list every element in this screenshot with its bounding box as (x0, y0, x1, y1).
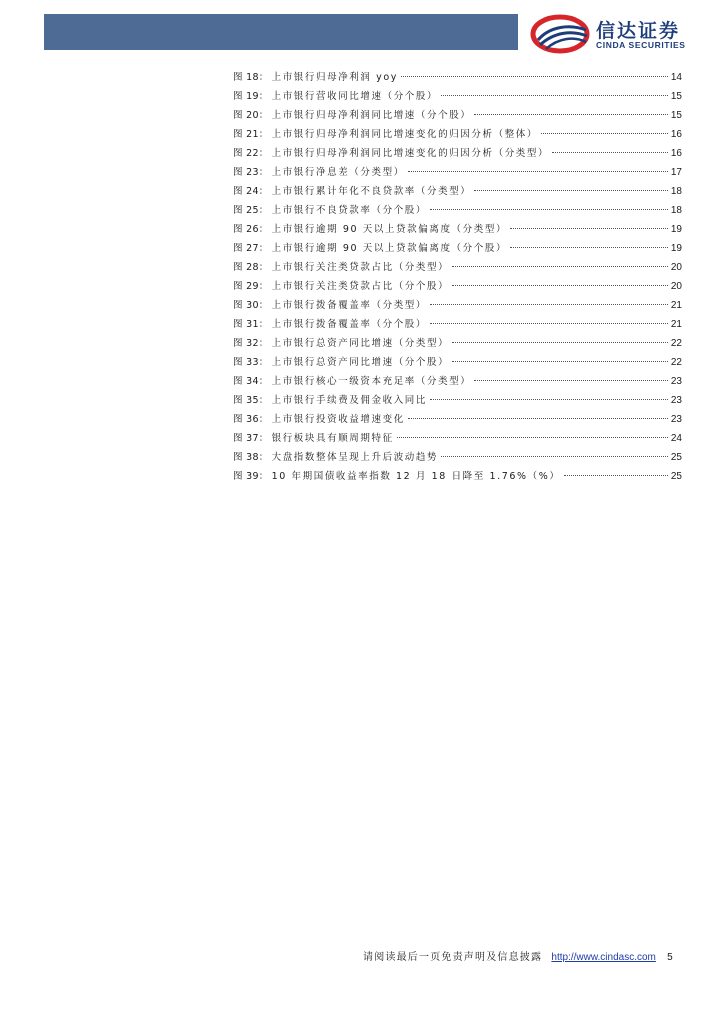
toc-entry[interactable] (233, 125, 682, 144)
toc-figure-title: 上市银行手续费及佣金收入同比 (271, 395, 428, 406)
toc-page-number: 18 (670, 205, 682, 216)
toc-figure-number: 图 38： (233, 452, 269, 463)
toc-entry[interactable] (233, 334, 682, 353)
toc-page-number: 24 (670, 433, 682, 444)
toc-dot-leader (452, 265, 668, 267)
toc-entry[interactable] (233, 106, 682, 125)
toc-dot-leader (401, 75, 668, 77)
toc-figure-title: 大盘指数整体呈现上升后波动趋势 (271, 452, 439, 463)
toc-figure-number: 图 25： (233, 205, 269, 216)
toc-dot-leader (430, 303, 668, 305)
toc-entry[interactable] (233, 182, 682, 201)
toc-page-number: 23 (670, 395, 682, 406)
toc-entry[interactable] (233, 220, 682, 239)
toc-figure-number: 图 26： (233, 224, 269, 235)
toc-dot-leader (408, 170, 668, 172)
footer-website-link[interactable]: http://www.cindasc.com (551, 952, 656, 963)
toc-figure-number: 图 22： (233, 148, 269, 159)
toc-figure-number: 图 35： (233, 395, 269, 406)
toc-figure-title: 上市银行归母净利润同比增速变化的归因分析（分类型） (271, 148, 550, 159)
toc-dot-leader (474, 113, 667, 115)
toc-dot-leader (510, 246, 668, 248)
toc-entry[interactable] (233, 258, 682, 277)
toc-entry[interactable] (233, 144, 682, 163)
toc-figure-title: 上市银行营收同比增速（分个股） (271, 91, 439, 102)
toc-page-number: 25 (670, 452, 682, 463)
toc-entry[interactable] (233, 353, 682, 372)
toc-figure-number: 图 18： (233, 72, 269, 83)
toc-figure-title: 上市银行归母净利润同比增速变化的归因分析（整体） (271, 129, 539, 140)
toc-figure-title: 上市银行总资产同比增速（分类型） (271, 338, 450, 349)
toc-dot-leader (430, 208, 668, 210)
toc-figure-title: 上市银行累计年化不良贷款率（分类型） (271, 186, 472, 197)
toc-dot-leader (474, 189, 667, 191)
toc-figure-number: 图 31： (233, 319, 269, 330)
toc-page-number: 21 (670, 300, 682, 311)
toc-dot-leader (474, 379, 667, 381)
footer (363, 948, 683, 963)
toc-page-number: 23 (670, 414, 682, 425)
toc-figure-title: 上市银行总资产同比增速（分个股） (271, 357, 450, 368)
toc-entry[interactable] (233, 68, 682, 87)
toc-figure-title: 上市银行投资收益增速变化 (271, 414, 405, 425)
toc-page-number: 25 (670, 471, 682, 482)
toc-entry[interactable] (233, 239, 682, 258)
header-bar (44, 14, 518, 50)
toc-figure-title: 上市银行不良贷款率（分个股） (271, 205, 428, 216)
toc-dot-leader (452, 341, 668, 343)
cinda-logo-icon (530, 14, 590, 54)
toc-figure-number: 图 30： (233, 300, 269, 311)
toc-entry[interactable] (233, 467, 682, 486)
cinda-logo (530, 14, 710, 54)
toc-entry[interactable] (233, 448, 682, 467)
toc-figure-number: 图 21： (233, 129, 269, 140)
toc-figure-title: 上市银行净息差（分类型） (271, 167, 405, 178)
toc-figure-number: 图 34： (233, 376, 269, 387)
toc-dot-leader (430, 398, 668, 400)
toc-dot-leader (441, 455, 668, 457)
toc-figure-title: 上市银行关注类贷款占比（分类型） (271, 262, 450, 273)
toc-figure-title: 上市银行关注类贷款占比（分个股） (271, 281, 450, 292)
toc-page-number: 15 (670, 110, 682, 121)
toc-entry[interactable] (233, 201, 682, 220)
toc-figure-number: 图 28： (233, 262, 269, 273)
toc-figure-number: 图 27： (233, 243, 269, 254)
toc-figure-number: 图 32： (233, 338, 269, 349)
toc-entry[interactable] (233, 87, 682, 106)
figure-list (233, 68, 682, 486)
toc-figure-title: 上市银行逾期 90 天以上贷款偏离度（分类型） (271, 224, 508, 235)
toc-dot-leader (541, 132, 668, 134)
footer-disclaimer: 请阅读最后一页免责声明及信息披露 (363, 952, 543, 963)
toc-entry[interactable] (233, 315, 682, 334)
toc-figure-number: 图 36： (233, 414, 269, 425)
toc-entry[interactable] (233, 296, 682, 315)
toc-page-number: 22 (670, 338, 682, 349)
toc-dot-leader (552, 151, 668, 153)
toc-entry[interactable] (233, 391, 682, 410)
logo-english-name: CINDA SECURITIES (596, 40, 686, 50)
toc-page-number: 19 (670, 243, 682, 254)
toc-page-number: 17 (670, 167, 682, 178)
toc-dot-leader (452, 360, 668, 362)
toc-dot-leader (564, 474, 668, 476)
toc-figure-title: 银行板块具有顺周期特征 (271, 433, 394, 444)
toc-figure-number: 图 20： (233, 110, 269, 121)
toc-page-number: 15 (670, 91, 682, 102)
toc-entry[interactable] (233, 410, 682, 429)
toc-figure-title: 上市银行逾期 90 天以上贷款偏离度（分个股） (271, 243, 508, 254)
toc-figure-title: 上市银行拨备覆盖率（分类型） (271, 300, 428, 311)
toc-figure-number: 图 23： (233, 167, 269, 178)
toc-page-number: 19 (670, 224, 682, 235)
toc-figure-number: 图 33： (233, 357, 269, 368)
toc-page-number: 20 (670, 281, 682, 292)
toc-page-number: 21 (670, 319, 682, 330)
toc-figure-title: 上市银行归母净利润 yoy (271, 72, 398, 83)
toc-figure-title: 上市银行核心一级资本充足率（分类型） (271, 376, 472, 387)
toc-dot-leader (430, 322, 668, 324)
toc-figure-number: 图 37： (233, 433, 269, 444)
toc-page-number: 20 (670, 262, 682, 273)
toc-dot-leader (452, 284, 668, 286)
toc-figure-number: 图 19： (233, 91, 269, 102)
page-number: 5 (667, 952, 673, 963)
toc-figure-number: 图 24： (233, 186, 269, 197)
toc-entry[interactable] (233, 277, 682, 296)
toc-figure-number: 图 29： (233, 281, 269, 292)
toc-dot-leader (441, 94, 668, 96)
toc-entry[interactable] (233, 163, 682, 182)
toc-page-number: 16 (670, 129, 682, 140)
toc-figure-title: 上市银行归母净利润同比增速（分个股） (271, 110, 472, 121)
toc-dot-leader (510, 227, 668, 229)
toc-dot-leader (397, 436, 668, 438)
logo-chinese-name: 信达证券 (596, 20, 681, 42)
toc-page-number: 23 (670, 376, 682, 387)
toc-page-number: 14 (670, 72, 682, 83)
toc-figure-number: 图 39： (233, 471, 269, 482)
toc-figure-title: 上市银行拨备覆盖率（分个股） (271, 319, 428, 330)
toc-entry[interactable] (233, 372, 682, 391)
toc-page-number: 16 (670, 148, 682, 159)
toc-entry[interactable] (233, 429, 682, 448)
toc-page-number: 18 (670, 186, 682, 197)
toc-page-number: 22 (670, 357, 682, 368)
toc-figure-title: 10 年期国债收益率指数 12 月 18 日降至 1.76%（%） (271, 471, 561, 482)
toc-dot-leader (408, 417, 668, 419)
